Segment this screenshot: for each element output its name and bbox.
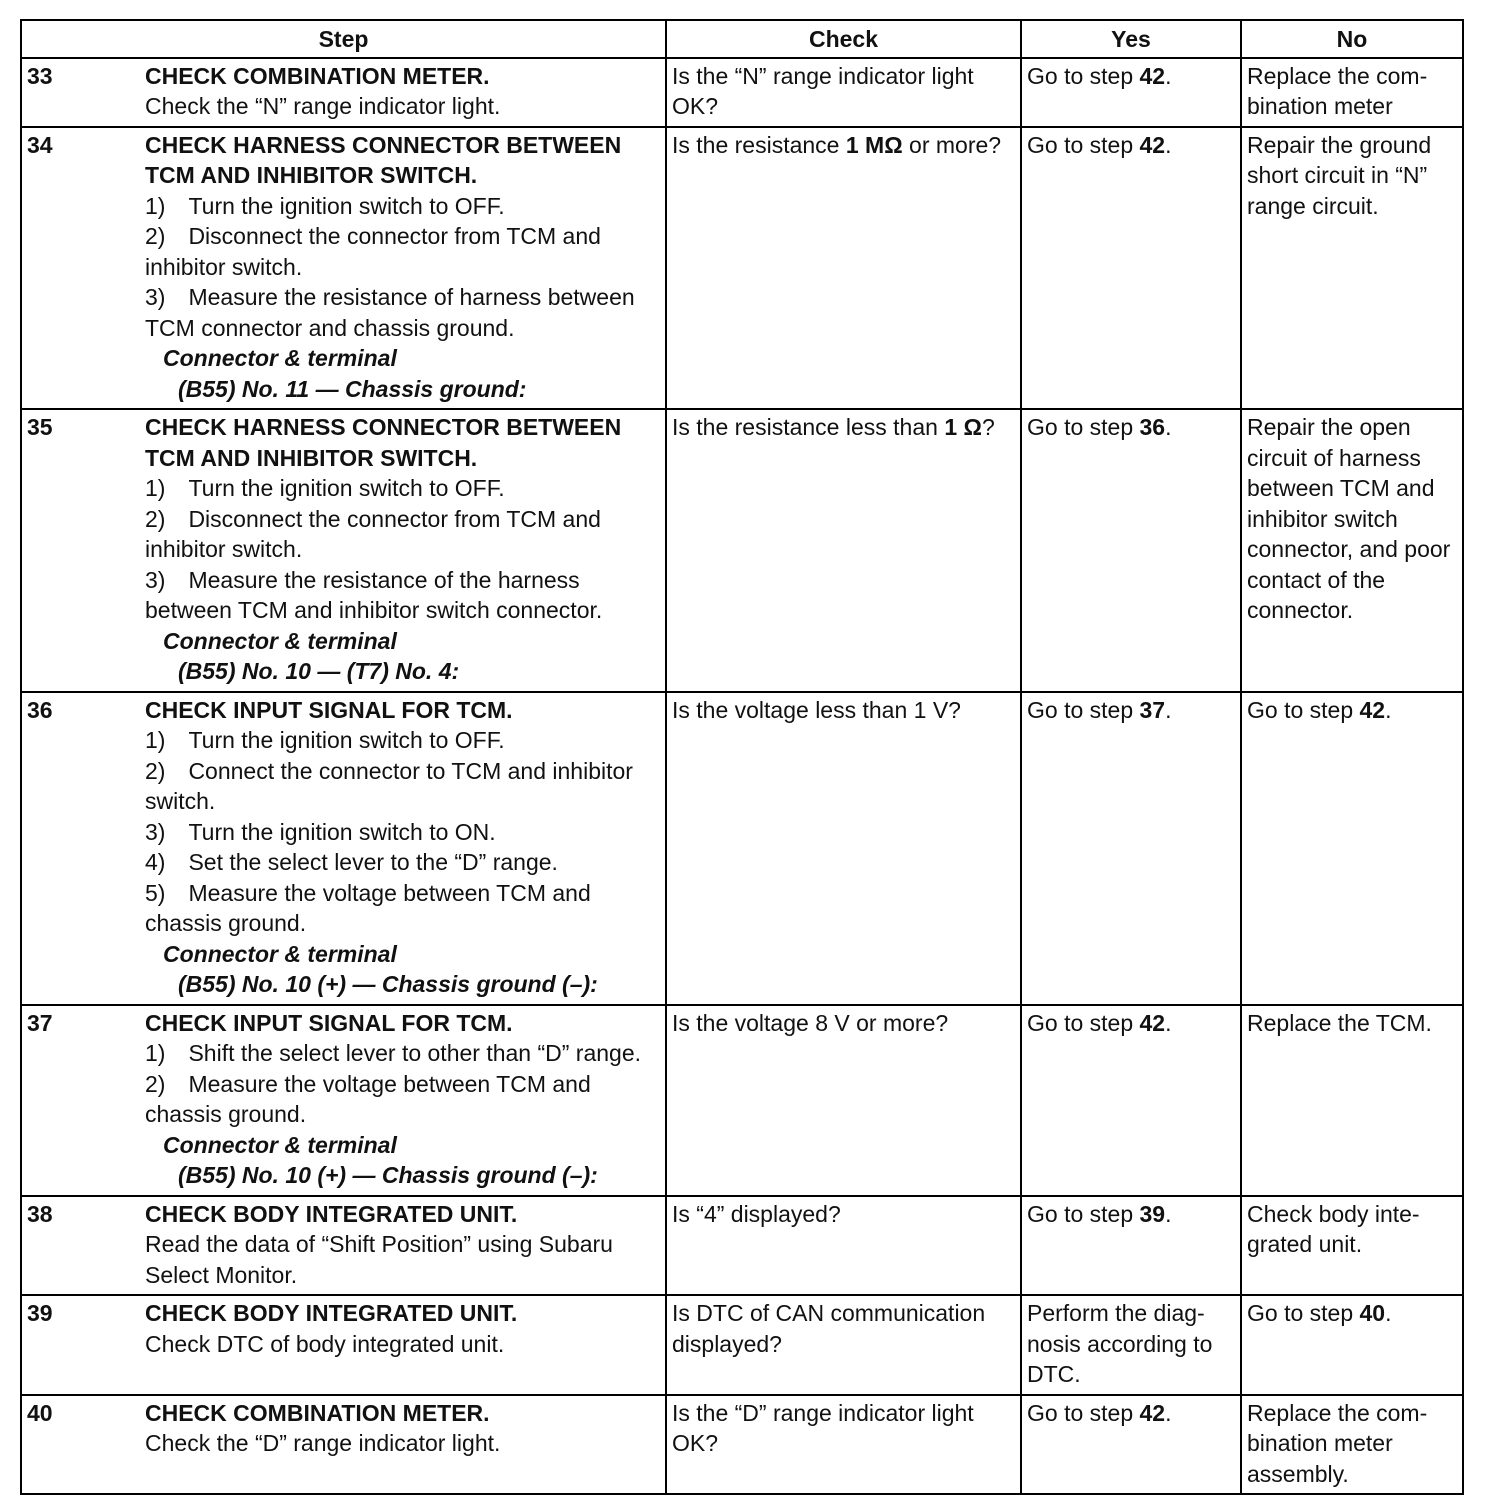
no-text: Repair the open circuit of harness between TCM and inhibitor switch connector, and poor contact of the connector. — [1247, 414, 1451, 623]
check-question: Is the “D” range indicator light OK? — [672, 1399, 974, 1456]
no-cell — [1241, 1395, 1463, 1495]
no-cell — [1241, 409, 1463, 692]
table-row — [21, 1395, 1463, 1495]
yes-text: Go to step — [1027, 1399, 1140, 1426]
check-cell — [666, 1295, 1021, 1395]
check-value: 1 Ω — [944, 414, 982, 440]
step-title: CHECK COMBINATION METER. — [145, 1399, 490, 1426]
check-cell — [666, 1395, 1021, 1495]
check-question: Is the resistance less than — [672, 414, 945, 440]
table-body — [21, 58, 1463, 1495]
step-instruction: 1) Turn the ignition switch to OFF. — [145, 192, 505, 219]
step-cell — [21, 58, 666, 127]
check-value: 1 MΩ — [845, 131, 903, 158]
no-text: Go to step — [1247, 1300, 1360, 1326]
step-body — [145, 1398, 659, 1459]
table-row — [21, 58, 1463, 127]
yes-text: Perform the diag-nosis according to DTC. — [1027, 1300, 1213, 1387]
check-question: Is the voltage 8 V or more? — [672, 1009, 949, 1036]
yes-suffix: . — [1165, 62, 1172, 89]
step-number: 37 — [27, 1009, 53, 1036]
step-number: 34 — [27, 131, 53, 158]
no-suffix: . — [1385, 696, 1392, 723]
check-question: Is DTC of CAN communication displayed? — [672, 1300, 986, 1357]
step-cell — [21, 127, 666, 410]
step-number: 33 — [27, 62, 53, 89]
step-instruction: 3) Measure the resistance of harness between TCM connector and chassis ground. — [145, 284, 635, 341]
yes-text: Go to step — [1027, 62, 1140, 89]
step-cell — [21, 1196, 666, 1296]
check-cell — [666, 409, 1021, 692]
step-title: CHECK HARNESS CONNECTOR BETWEEN TCM AND INHIBITOR SWITCH. — [145, 414, 622, 471]
step-cell — [21, 1005, 666, 1196]
no-step-number: 42 — [1359, 696, 1386, 723]
step-instruction: Read the data of “Shift Position” using Subaru Select Monitor. — [145, 1231, 613, 1288]
no-cell — [1241, 58, 1463, 127]
table-row — [21, 409, 1463, 692]
step-title: CHECK INPUT SIGNAL FOR TCM. — [145, 696, 513, 723]
no-cell — [1241, 692, 1463, 1005]
yes-step-number: 42 — [1139, 1009, 1166, 1036]
step-title: CHECK INPUT SIGNAL FOR TCM. — [145, 1009, 513, 1036]
step-instruction: 2) Connect the connector to TCM and inhibitor switch. — [145, 757, 633, 814]
yes-step-number: 42 — [1139, 131, 1166, 158]
header-yes: Yes — [1021, 20, 1241, 58]
yes-suffix: . — [1165, 1009, 1172, 1036]
check-question: Is the voltage less than 1 V? — [672, 696, 961, 723]
step-title: CHECK HARNESS CONNECTOR BETWEEN TCM AND INHIBITOR SWITCH. — [145, 131, 622, 188]
yes-suffix: . — [1165, 696, 1172, 723]
no-step-number: 40 — [1359, 1300, 1386, 1326]
header-check: Check — [666, 20, 1021, 58]
step-body — [145, 1008, 659, 1191]
check-question: Is “4” displayed? — [672, 1200, 841, 1227]
step-instruction: 1) Turn the ignition switch to OFF. — [145, 475, 505, 501]
step-number: 39 — [27, 1300, 53, 1326]
connector-terminal-label: Connector & terminal — [163, 627, 397, 654]
table-row — [21, 1196, 1463, 1296]
step-number: 36 — [27, 696, 53, 723]
table-row — [21, 692, 1463, 1005]
step-instruction: 1) Turn the ignition switch to OFF. — [145, 727, 505, 753]
step-instruction: Check the “D” range indicator light. — [145, 1430, 501, 1456]
step-number: 40 — [27, 1399, 53, 1426]
step-instruction: 3) Turn the ignition switch to ON. — [145, 818, 496, 845]
step-instruction: 1) Shift the select lever to other than “D” range. — [145, 1040, 642, 1066]
diagnostic-table — [20, 19, 1464, 1495]
table-row — [21, 127, 1463, 410]
connector-terminal-label: Connector & terminal — [163, 940, 397, 967]
step-number: 35 — [27, 414, 53, 440]
yes-cell — [1021, 1196, 1241, 1296]
connector-terminal-value: (B55) No. 11 — Chassis ground: — [178, 375, 527, 402]
yes-step-number: 42 — [1139, 1399, 1166, 1426]
yes-suffix: . — [1165, 414, 1172, 440]
check-question: Is the “N” range indicator light OK? — [672, 62, 974, 119]
connector-terminal-label: Connector & terminal — [163, 1131, 397, 1158]
connector-terminal-label: Connector & terminal — [163, 345, 397, 371]
no-cell — [1241, 1005, 1463, 1196]
step-instruction: 2) Disconnect the connector from TCM and inhibitor switch. — [145, 505, 601, 562]
no-text: Go to step — [1247, 696, 1360, 723]
step-body — [145, 412, 659, 687]
step-cell — [21, 692, 666, 1005]
connector-terminal-value: (B55) No. 10 (+) — Chassis ground (–): — [178, 971, 598, 997]
step-instruction: 3) Measure the resistance of the harness between TCM and inhibitor switch connector. — [145, 566, 603, 623]
step-instruction: Check the “N” range indicator light. — [145, 93, 501, 119]
step-instruction: 2) Measure the voltage between TCM and chassis ground. — [145, 1070, 591, 1127]
step-body — [145, 130, 659, 405]
step-cell — [21, 1395, 666, 1495]
check-cell — [666, 1005, 1021, 1196]
yes-text: Go to step — [1027, 414, 1140, 440]
check-cell — [666, 127, 1021, 410]
step-instruction: 4) Set the select lever to the “D” range. — [145, 849, 558, 875]
no-cell — [1241, 1295, 1463, 1395]
step-instruction: 2) Disconnect the connector from TCM and inhibitor switch. — [145, 223, 601, 280]
connector-terminal-value: (B55) No. 10 (+) — Chassis ground (–): — [178, 1162, 598, 1188]
check-suffix: ? — [981, 414, 995, 440]
yes-text: Go to step — [1027, 131, 1140, 158]
no-text: Replace the TCM. — [1247, 1009, 1432, 1036]
table-row — [21, 1295, 1463, 1395]
step-body — [145, 695, 659, 1000]
yes-text: Go to step — [1027, 1200, 1140, 1227]
diagnostic-procedure-sheet — [20, 19, 1462, 1495]
step-title: CHECK COMBINATION METER. — [145, 62, 490, 89]
step-body — [145, 1199, 659, 1291]
yes-cell — [1021, 692, 1241, 1005]
yes-step-number: 39 — [1139, 1200, 1166, 1227]
no-text: Check body inte-grated unit. — [1247, 1200, 1420, 1257]
yes-cell — [1021, 1295, 1241, 1395]
header-no: No — [1241, 20, 1463, 58]
no-cell — [1241, 1196, 1463, 1296]
no-cell — [1241, 127, 1463, 410]
step-cell — [21, 409, 666, 692]
table-row — [21, 1005, 1463, 1196]
header-step: Step — [21, 20, 666, 58]
yes-suffix: . — [1165, 1399, 1172, 1426]
no-text: Replace the com-bination meter assembly. — [1247, 1399, 1428, 1487]
check-cell — [666, 692, 1021, 1005]
step-body — [145, 1298, 659, 1359]
no-text: Replace the com-bination meter — [1247, 62, 1428, 119]
yes-suffix: . — [1165, 131, 1172, 158]
step-title: CHECK BODY INTEGRATED UNIT. — [145, 1300, 518, 1326]
connector-terminal-value: (B55) No. 10 — (T7) No. 4: — [178, 658, 460, 684]
check-cell — [666, 58, 1021, 127]
yes-step-number: 37 — [1139, 696, 1166, 723]
yes-step-number: 42 — [1139, 62, 1166, 89]
yes-text: Go to step — [1027, 1009, 1140, 1036]
yes-text: Go to step — [1027, 696, 1140, 723]
no-text: Repair the ground short circuit in “N” range circuit. — [1247, 131, 1432, 219]
step-instruction: 5) Measure the voltage between TCM and chassis ground. — [145, 879, 591, 936]
step-instruction: Check DTC of body integrated unit. — [145, 1330, 505, 1357]
yes-cell — [1021, 58, 1241, 127]
yes-cell — [1021, 409, 1241, 692]
step-title: CHECK BODY INTEGRATED UNIT. — [145, 1200, 518, 1227]
check-cell — [666, 1196, 1021, 1296]
yes-cell — [1021, 127, 1241, 410]
yes-cell — [1021, 1005, 1241, 1196]
check-question: Is the resistance — [672, 131, 846, 158]
header-row — [21, 20, 1463, 58]
check-suffix: or more? — [902, 131, 1002, 158]
step-cell — [21, 1295, 666, 1395]
step-number: 38 — [27, 1200, 53, 1227]
yes-suffix: . — [1165, 1200, 1172, 1227]
no-suffix: . — [1385, 1300, 1392, 1326]
step-body — [145, 61, 659, 122]
yes-cell — [1021, 1395, 1241, 1495]
yes-step-number: 36 — [1139, 414, 1166, 440]
